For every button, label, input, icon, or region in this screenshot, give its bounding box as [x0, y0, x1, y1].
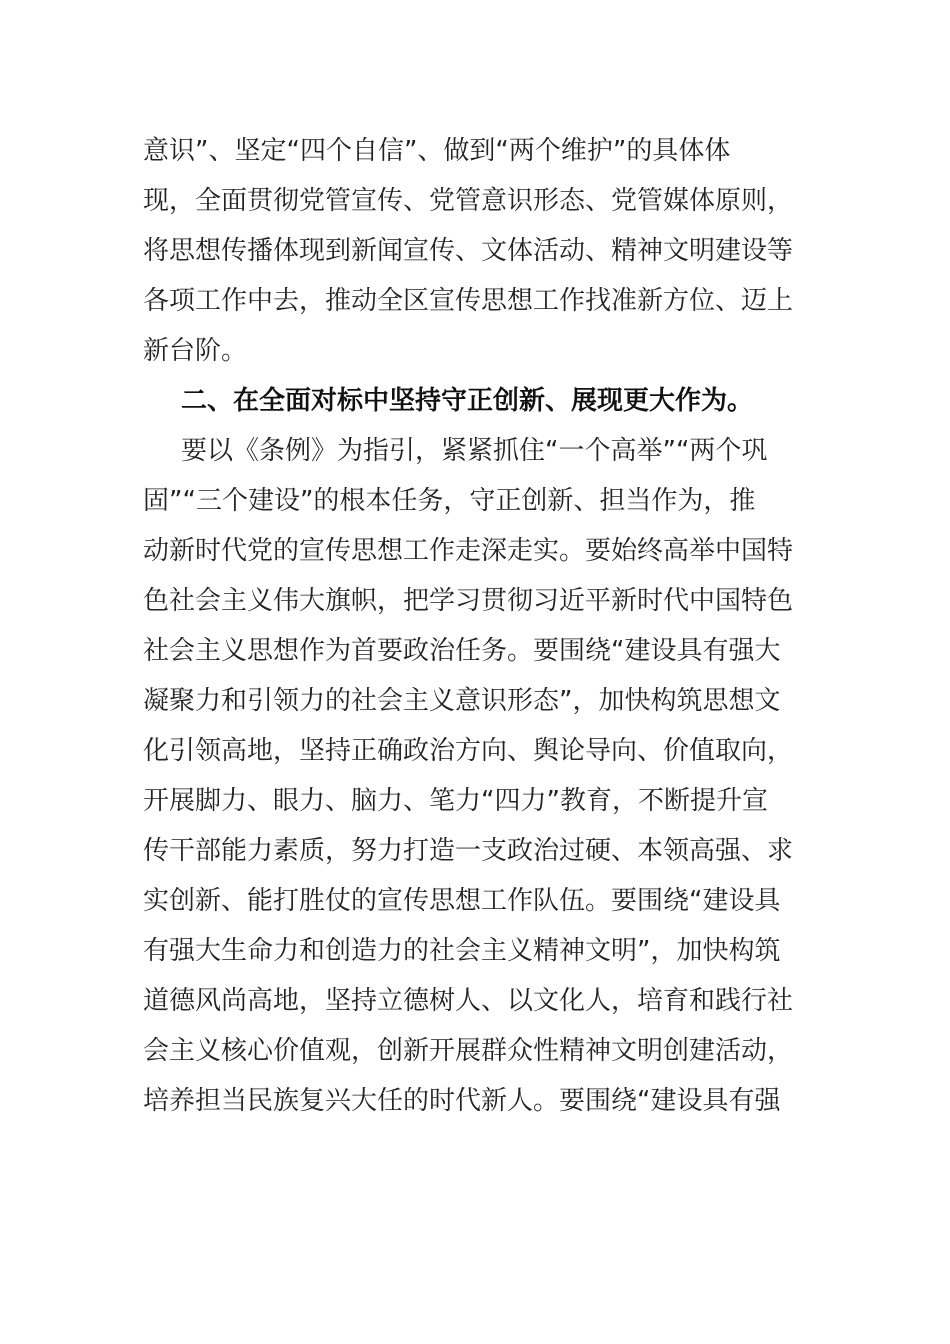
document-body [143, 126, 803, 1126]
paragraph-line: 要以《条例》为指引，紧紧抓住“一个高举”“两个巩 [181, 436, 768, 466]
paragraph-line: 意识”、坚定“四个自信”、做到“两个维护”的具体体 [143, 136, 731, 166]
paragraph-line: 社会主义思想作为首要政治任务。要围绕“建设具有强大 [143, 636, 781, 666]
paragraph-line: 开展脚力、眼力、脑力、笔力“四力”教育，不断提升宣 [143, 786, 768, 816]
paragraph-line: 将思想传播体现到新闻宣传、文体活动、精神文明建设等 [143, 236, 794, 266]
paragraph-line: 动新时代党的宣传思想工作走深走实。要始终高举中国特 [143, 536, 794, 566]
paragraph-line: 培养担当民族复兴大任的时代新人。要围绕“建设具有强 [143, 1086, 781, 1116]
paragraph-line: 有强大生命力和创造力的社会主义精神文明”，加快构筑 [143, 936, 781, 966]
paragraph-line: 凝聚力和引领力的社会主义意识形态”，加快构筑思想文 [143, 686, 781, 716]
paragraph-line: 现，全面贯彻党管宣传、党管意识形态、党管媒体原则， [143, 186, 794, 216]
paragraph-line: 实创新、能打胜仗的宣传思想工作队伍。要围绕“建设具 [143, 886, 781, 916]
paragraph-line: 会主义核心价值观，创新开展群众性精神文明创建活动， [143, 1036, 794, 1066]
paragraph-line: 传干部能力素质，努力打造一支政治过硬、本领高强、求 [143, 836, 794, 866]
paragraph-line: 色社会主义伟大旗帜，把学习贯彻习近平新时代中国特色 [143, 586, 794, 616]
paragraph-line: 道德风尚高地，坚持立德树人、以文化人，培育和践行社 [143, 986, 794, 1016]
paragraph-line: 新台阶。 [143, 336, 248, 366]
section-heading: 二、在全面对标中坚持守正创新、展现更大作为。 [181, 386, 754, 416]
paragraph-line: 化引领高地，坚持正确政治方向、舆论导向、价值取向， [143, 736, 794, 766]
paragraph-line: 固”“三个建设”的根本任务，守正创新、担当作为，推 [143, 486, 756, 516]
paragraph-line: 各项工作中去，推动全区宣传思想工作找准新方位、迈上 [143, 286, 794, 316]
